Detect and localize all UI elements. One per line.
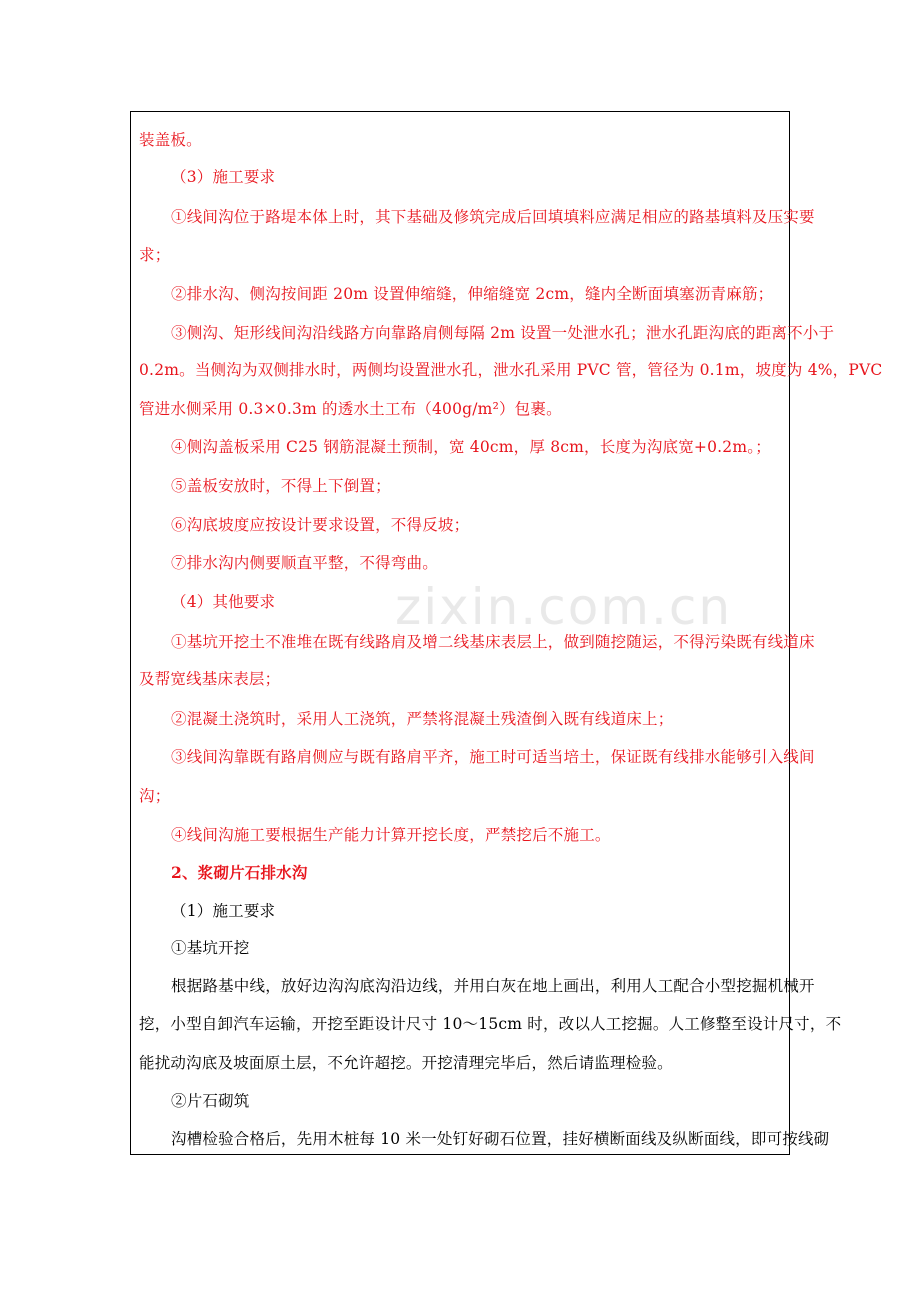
paragraph-line: 及帮宽线基床表层； <box>139 670 281 688</box>
paragraph-line: 2、浆砌片石排水沟 <box>171 863 308 882</box>
paragraph-line: 挖，小型自卸汽车运输，开挖至距设计尺寸 10～15cm 时，改以人工挖掘。人工修整至设计尺寸，不 <box>139 1015 842 1033</box>
paragraph-line: 求； <box>139 246 171 264</box>
paragraph-line: （4）其他要求 <box>171 593 276 611</box>
paragraph-line: 沟槽检验合格后，先用木桩每 10 米一处钉好砌石位置，挂好横断面线及纵断面线，即可按线砌 <box>171 1130 830 1148</box>
watermark: zixin.com.cn <box>395 578 733 636</box>
document-table-cell <box>130 111 883 1155</box>
paragraph-line: ①基坑开挖土不准堆在既有线路肩及增二线基床表层上，做到随挖随运，不得污染既有线道床 <box>171 633 815 651</box>
paragraph-line: 沟； <box>139 787 171 805</box>
paragraph-line: ⑤盖板安放时，不得上下倒置； <box>171 477 391 495</box>
paragraph-line: 0.2m。当侧沟为双侧排水时，两侧均设置泄水孔，泄水孔采用 PVC 管，管径为 0.1m，坡度为 4%，PVC <box>139 361 883 379</box>
paragraph-line: （1）施工要求 <box>171 902 276 920</box>
paragraph-line: ⑥沟底坡度应按设计要求设置，不得反坡； <box>171 516 470 534</box>
paragraph-line: ①线间沟位于路堤本体上时，其下基础及修筑完成后回填填料应满足相应的路基填料及压实要 <box>171 208 815 226</box>
paragraph-line: ④线间沟施工要根据生产能力计算开挖长度，严禁挖后不施工。 <box>171 826 611 844</box>
paragraph-line: 根据路基中线，放好边沟沟底沟沿边线，并用白灰在地上画出，利用人工配合小型挖掘机械开 <box>171 977 815 995</box>
paragraph-line: 装盖板。 <box>139 131 202 149</box>
paragraph-line: ②排水沟、侧沟按间距 20m 设置伸缩缝，伸缩缝宽 2cm，缝内全断面填塞沥青麻筋； <box>171 285 774 303</box>
paragraph-line: 管进水侧采用 0.3×0.3m 的透水土工布（400g/m²）包裹。 <box>139 400 562 418</box>
paragraph-line: ③线间沟靠既有路肩侧应与既有路肩平齐，施工时可适当培土，保证既有线排水能够引入线间 <box>171 748 815 766</box>
paragraph-line: ③侧沟、矩形线间沟沿线路方向靠路肩侧每隔 2m 设置一处泄水孔；泄水孔距沟底的距离不小于 <box>171 324 835 342</box>
paragraph-line: ②混凝土浇筑时，采用人工浇筑，严禁将混凝土残渣倒入既有线道床上； <box>171 710 674 728</box>
paragraph-line: 能扰动沟底及坡面原土层，不允许超挖。开挖清理完毕后，然后请监理检验。 <box>139 1054 673 1072</box>
paragraph-line: ①基坑开挖 <box>171 939 250 957</box>
paragraph-line: （3）施工要求 <box>171 168 276 186</box>
paragraph-line: ②片石砌筑 <box>171 1092 250 1110</box>
paragraph-line: ⑦排水沟内侧要顺直平整，不得弯曲。 <box>171 554 438 572</box>
paragraph-line: ④侧沟盖板采用 C25 钢筋混凝土预制，宽 40cm，厚 8cm，长度为沟底宽+0.2m。； <box>171 438 771 456</box>
